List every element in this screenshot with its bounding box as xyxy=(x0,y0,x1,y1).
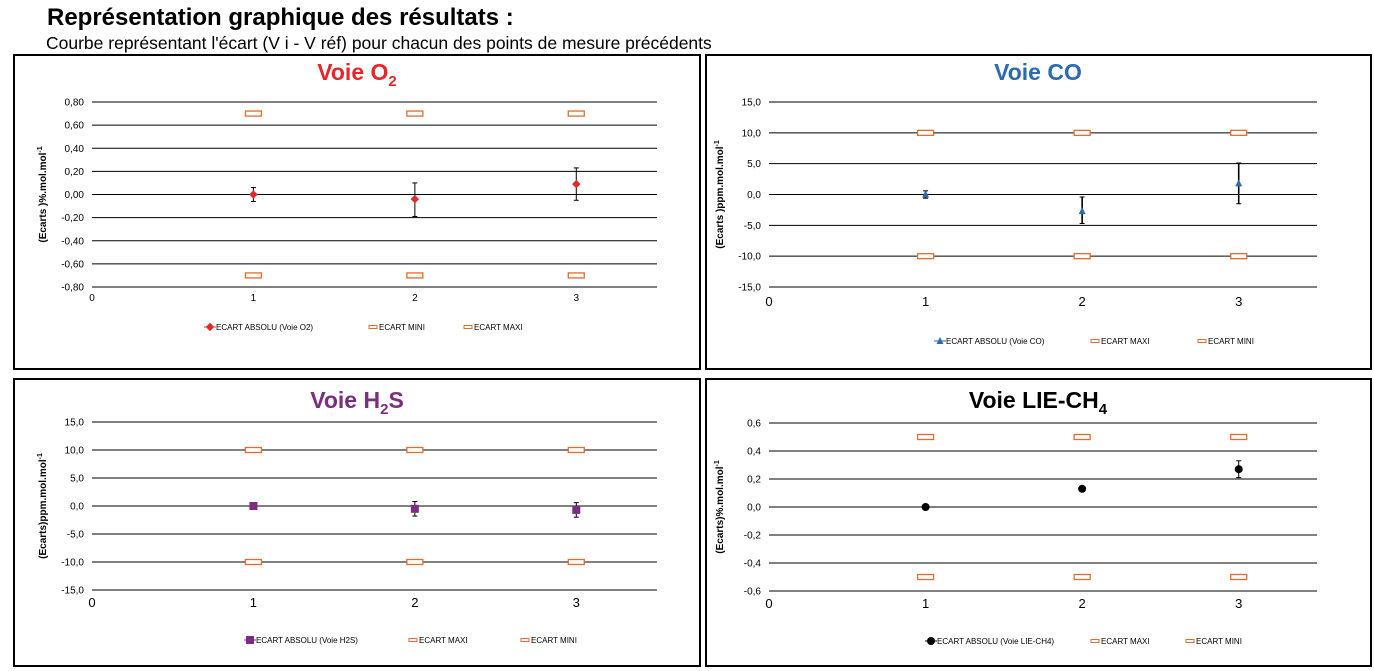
limit-marker xyxy=(568,560,584,565)
data-point xyxy=(411,195,419,203)
legend-label: ECART MAXI xyxy=(1101,337,1150,346)
y-tick-label: 15,0 xyxy=(64,417,84,429)
limit-marker xyxy=(568,448,584,453)
y-tick-label: 5,0 xyxy=(747,159,761,171)
legend-marker xyxy=(1091,340,1099,343)
x-tick-label: 3 xyxy=(1235,294,1243,309)
panel-o2 xyxy=(13,54,701,370)
y-axis-label-text: (Ecarts )%.mol.mol xyxy=(38,152,49,243)
limit-marker xyxy=(568,273,584,278)
y-tick-label: -0,40 xyxy=(61,236,84,248)
panel-h2s xyxy=(13,378,701,667)
legend-label: ECART MAXI xyxy=(419,636,468,645)
data-point xyxy=(1078,485,1086,493)
x-tick-label: 2 xyxy=(1078,294,1086,309)
chart-title-main: Voie CO xyxy=(994,59,1082,85)
limit-marker xyxy=(1231,254,1247,259)
limit-marker xyxy=(407,273,423,278)
data-point xyxy=(411,505,419,513)
y-tick-label: 15,0 xyxy=(741,97,761,109)
legend-marker xyxy=(1186,640,1194,643)
y-tick-label: -10,0 xyxy=(738,251,761,263)
legend-label: ECART MAXI xyxy=(474,323,523,332)
y-tick-label: 0,0 xyxy=(747,190,761,201)
legend-marker xyxy=(927,637,935,645)
limit-marker xyxy=(245,560,261,565)
x-tick-label: 0 xyxy=(765,294,773,309)
limit-marker xyxy=(407,560,423,565)
y-axis-label xyxy=(714,460,726,554)
x-tick-label: 0 xyxy=(89,293,95,304)
y-tick-label: -10,0 xyxy=(61,557,84,569)
limit-marker xyxy=(918,254,934,259)
series-1 xyxy=(245,273,584,278)
x-tick-label: 3 xyxy=(573,293,580,304)
x-tick-label: 1 xyxy=(250,293,257,304)
legend-label: ECART MAXI xyxy=(1101,637,1150,646)
data-point xyxy=(1235,179,1242,186)
limit-marker xyxy=(407,448,423,453)
limit-marker xyxy=(1074,575,1090,580)
chart-title-subscript: 2 xyxy=(388,73,397,90)
panel-co xyxy=(705,54,1372,370)
y-tick-label: 0,2 xyxy=(747,474,761,486)
y-tick-label: -0,80 xyxy=(61,282,84,294)
y-tick-label: 0,20 xyxy=(64,166,84,178)
y-tick-label: 10,0 xyxy=(64,445,84,457)
x-tick-label: 2 xyxy=(411,595,419,610)
series-0 xyxy=(249,168,580,217)
y-axis-label xyxy=(37,146,49,242)
data-point xyxy=(572,506,580,514)
x-tick-label: 2 xyxy=(412,293,418,304)
y-tick-label: 0,00 xyxy=(64,190,84,201)
panel-lie xyxy=(705,378,1372,667)
y-tick-label: -5,0 xyxy=(66,529,84,541)
x-tick-label: 1 xyxy=(249,595,258,610)
y-axis-label-text: (Ecarts)ppm.mol.mol xyxy=(38,459,49,559)
limit-marker xyxy=(568,111,584,116)
limit-marker xyxy=(245,273,261,278)
legend-label: ECART ABSOLU (Voie H2S) xyxy=(256,636,358,645)
legend-label: ECART MINI xyxy=(531,636,577,645)
chart-title-main: Voie LIE-CH xyxy=(968,387,1099,413)
chart-title xyxy=(969,387,1108,418)
limit-marker xyxy=(1231,575,1247,580)
legend xyxy=(925,637,1242,646)
y-tick-label: 0,6 xyxy=(747,418,761,430)
x-tick-label: 2 xyxy=(1078,596,1086,611)
legend-label: ECART ABSOLU (Voie CO) xyxy=(946,337,1045,346)
y-tick-label: 0,0 xyxy=(70,501,84,513)
y-tick-label: -15,0 xyxy=(738,282,761,294)
page-subtitle: Courbe représentant l'écart (V i - V réf) pour chacun des points de mesure précédents xyxy=(46,33,712,53)
chart-title-end: S xyxy=(388,387,404,413)
chart-o2 xyxy=(15,56,699,368)
series-0 xyxy=(249,502,580,518)
y-tick-label: 5,0 xyxy=(70,473,84,485)
chart-title-subscript: 2 xyxy=(380,401,389,418)
y-tick-label: -15,0 xyxy=(61,585,84,597)
legend-marker xyxy=(1091,640,1099,643)
data-point xyxy=(572,180,580,188)
chart-title-main: Voie O xyxy=(317,59,389,85)
data-point xyxy=(249,190,257,198)
legend xyxy=(934,337,1254,346)
chart-title xyxy=(317,59,397,90)
legend-label: ECART MINI xyxy=(379,323,425,332)
x-tick-label: 0 xyxy=(88,595,96,610)
limit-marker xyxy=(1231,435,1247,440)
y-tick-label: -0,60 xyxy=(61,259,84,271)
limit-marker xyxy=(918,435,934,440)
y-axis-label xyxy=(37,453,49,559)
x-tick-label: 0 xyxy=(765,596,773,611)
series-1 xyxy=(918,435,1247,440)
y-tick-label: -0,2 xyxy=(743,530,761,542)
limit-marker xyxy=(245,448,261,453)
legend-marker xyxy=(464,326,472,329)
chart-h2s xyxy=(15,380,699,665)
legend xyxy=(204,323,523,332)
legend-marker xyxy=(409,639,417,642)
y-tick-label: 0,80 xyxy=(64,97,84,109)
data-point xyxy=(249,502,257,510)
legend-marker xyxy=(1198,340,1206,343)
page-title: Représentation graphique des résultats : xyxy=(47,4,514,31)
series-0 xyxy=(922,461,1243,511)
y-tick-label: -0,20 xyxy=(61,213,84,225)
data-point xyxy=(1079,207,1086,214)
limit-marker xyxy=(245,111,261,116)
x-tick-label: 3 xyxy=(572,595,580,610)
y-axis-label-sup: -1 xyxy=(37,453,44,460)
y-tick-label: 0,40 xyxy=(64,143,84,155)
y-axis-label-sup: -1 xyxy=(714,460,721,467)
x-tick-label: 3 xyxy=(1235,596,1243,611)
limit-marker xyxy=(1074,435,1090,440)
legend xyxy=(244,636,577,645)
chart-title-subscript: 4 xyxy=(1098,401,1108,418)
y-tick-label: 10,0 xyxy=(741,128,761,140)
legend-label: ECART MINI xyxy=(1196,637,1242,646)
data-point xyxy=(922,503,930,511)
legend-label: ECART ABSOLU (Voie O2) xyxy=(216,323,314,332)
x-tick-label: 1 xyxy=(921,294,930,309)
y-axis-label-sup: -1 xyxy=(714,140,721,147)
chart-co xyxy=(707,56,1370,368)
y-axis-label-sup: -1 xyxy=(37,146,44,153)
legend-marker xyxy=(206,323,214,331)
limit-marker xyxy=(1074,130,1090,135)
y-tick-label: -0,4 xyxy=(743,558,761,570)
series-2 xyxy=(245,111,584,116)
data-point xyxy=(1235,465,1243,473)
limit-marker xyxy=(407,111,423,116)
y-tick-label: 0,0 xyxy=(747,502,761,514)
legend-label: ECART ABSOLU (Voie LIE-CH4) xyxy=(937,637,1055,646)
chart-title xyxy=(994,59,1082,85)
y-axis-label-text: (Ecarts)%.mol.mol xyxy=(715,466,726,554)
legend-marker xyxy=(369,326,377,329)
chart-title-main: Voie H xyxy=(310,387,381,413)
y-axis-label-text: (Ecarts )ppm.mol.mol xyxy=(715,146,726,249)
limit-marker xyxy=(918,575,934,580)
legend-marker xyxy=(246,636,254,644)
y-axis-label xyxy=(714,140,726,249)
legend-label: ECART MINI xyxy=(1208,337,1254,346)
series-2 xyxy=(918,575,1247,580)
y-tick-label: 0,4 xyxy=(747,446,761,458)
chart-lie xyxy=(707,380,1370,665)
series-0 xyxy=(922,163,1242,223)
y-tick-label: -5,0 xyxy=(743,220,761,232)
chart-title xyxy=(310,387,404,418)
limit-marker xyxy=(1231,130,1247,135)
legend-marker xyxy=(521,639,529,642)
y-tick-label: 0,60 xyxy=(64,120,84,132)
limit-marker xyxy=(918,130,934,135)
limit-marker xyxy=(1074,254,1090,259)
x-tick-label: 1 xyxy=(921,596,930,611)
y-tick-label: -0,6 xyxy=(743,586,761,598)
